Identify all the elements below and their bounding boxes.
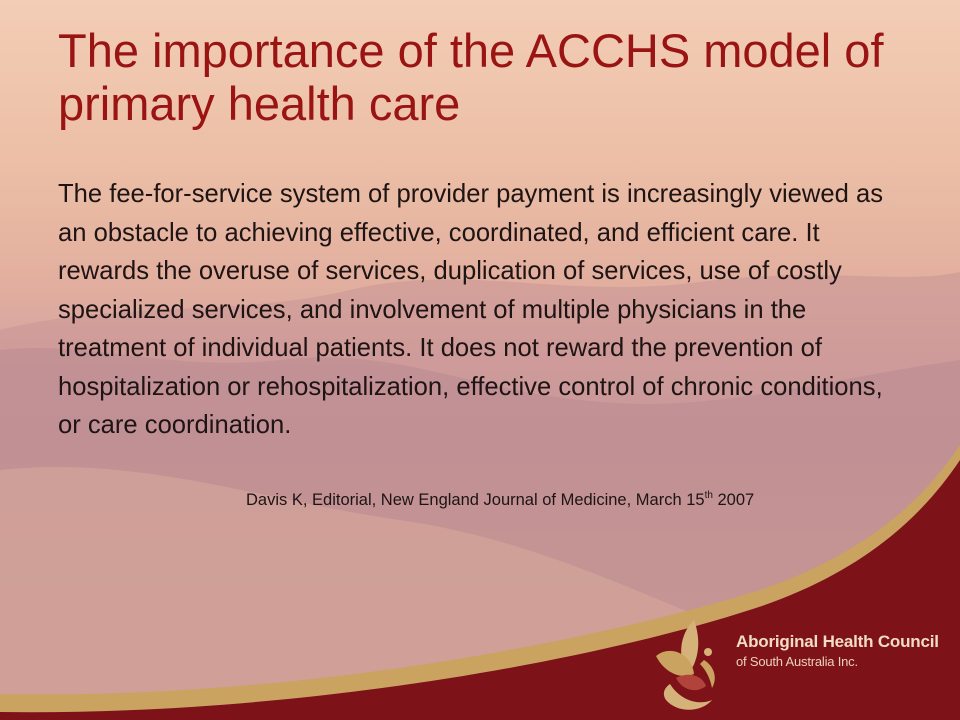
org-name: Aboriginal Health Council	[736, 632, 939, 651]
aboriginal-health-council-emblem-icon	[648, 614, 732, 714]
org-subtitle: of South Australia Inc.	[736, 654, 858, 669]
citation-superscript: th	[704, 490, 713, 501]
quote-body: The fee-for-service system of provider payment is increasingly viewed as an obstacle to achieving effective, coordinated, and efficient care. It rewards the overuse of services, duplication of services, use of costly specialized services, and involvement of multiple physicians in the treatment of individual patients. It does not reward the prevention of hospitalization or rehospitalization, effective control of chronic conditions, or care coordination.	[58, 180, 884, 439]
slide-title: The importance of the ACCHS model of primary health care	[58, 24, 884, 130]
citation	[246, 489, 926, 511]
citation-year: 2007	[712, 491, 755, 509]
ahcsa-logo	[648, 614, 948, 714]
citation-text: Davis K, Editorial, New England Journal of Medicine, March 15	[246, 491, 705, 509]
